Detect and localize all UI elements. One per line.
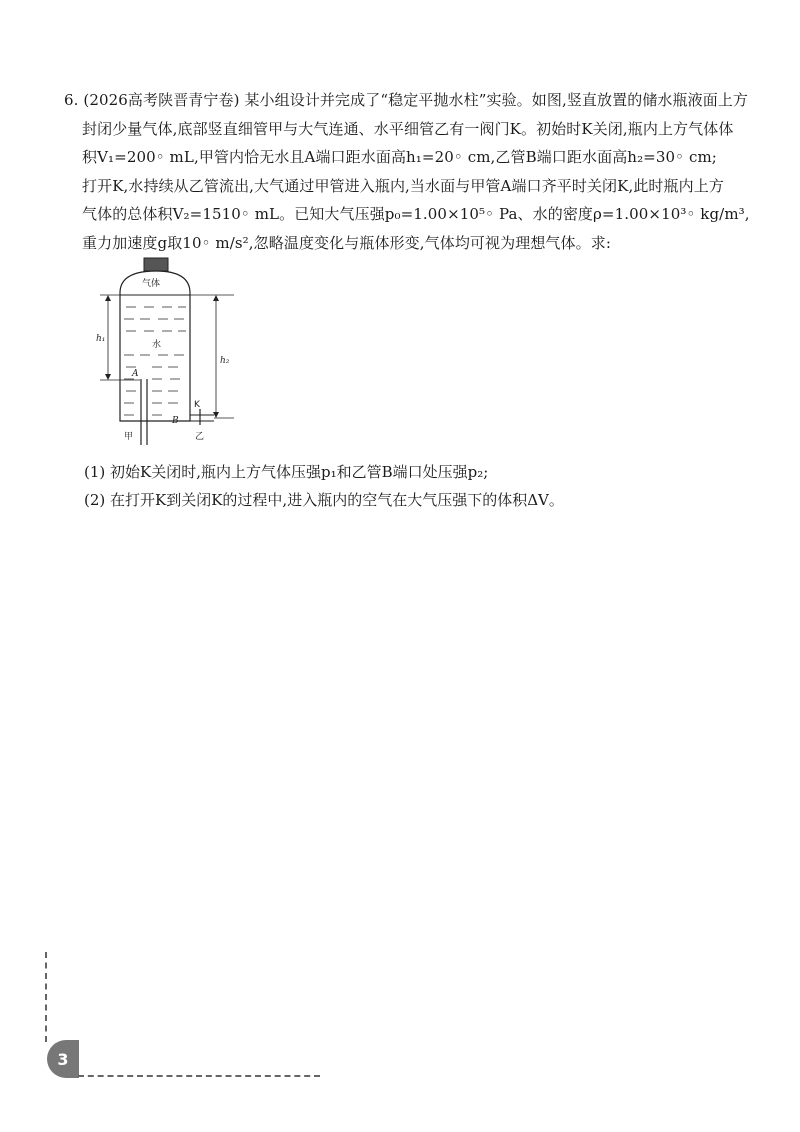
h2-label: h₂	[220, 356, 230, 366]
problem-line-3: 积V₁=200◦ mL,甲管内恰无水且A端口距水面高h₁=20◦ cm,乙管B端口距水面高h₂=30◦ cm;	[82, 148, 717, 166]
tube-jia-label: 甲	[124, 432, 134, 442]
footer-horizontal-dash	[78, 1075, 320, 1077]
water-bottle-figure	[92, 255, 242, 445]
problem-line-4: 打开K,水持续从乙管流出,大气通过甲管进入瓶内,当水面与甲管A端口齐平时关闭K,此时瓶内上方	[82, 176, 724, 195]
problem-line-2: 封闭少量气体,底部竖直细管甲与大气连通、水平细管乙有一阀门K。初始时K关闭,瓶内上方气体体	[82, 119, 734, 138]
h1-label: h₁	[96, 334, 106, 344]
question-1: (1) 初始K关闭时,瓶内上方气体压强p₁和乙管B端口处压强p₂;	[84, 463, 489, 481]
page-number-badge	[47, 1040, 79, 1078]
bottle-cap	[144, 258, 168, 271]
point-b-label: B	[172, 416, 179, 426]
page-number: 3	[57, 1049, 69, 1069]
question-2: (2) 在打开K到关闭K的过程中,进入瓶内的空气在大气压强下的体积ΔV。	[84, 491, 564, 509]
gas-label: 气体	[142, 279, 161, 289]
water-hatching	[124, 307, 186, 415]
footer-vertical-dash	[45, 952, 47, 1042]
problem-line-6: 重力加速度g取10◦ m/s²,忽略温度变化与瓶体形变,气体均可视为理想气体。求:	[82, 233, 611, 252]
bottle-diagram	[92, 255, 242, 445]
problem-line-5: 气体的总体积V₂=1510◦ mL。已知大气压强p₀=1.00×10⁵◦ Pa、水的密度ρ=1.00×10³◦ kg/m³,	[82, 205, 750, 223]
water-label: 水	[152, 340, 162, 350]
valve-k-label: K	[194, 400, 200, 410]
problem-line-1: 6. (2026高考陕晋青宁卷) 某小组设计并完成了“稳定平抛水柱”实验。如图,竖直放置的储水瓶液面上方	[64, 91, 749, 109]
question-list	[84, 458, 734, 514]
point-a-label: A	[132, 369, 139, 379]
tube-yi-label: 乙	[195, 432, 205, 442]
problem-text	[64, 86, 750, 257]
